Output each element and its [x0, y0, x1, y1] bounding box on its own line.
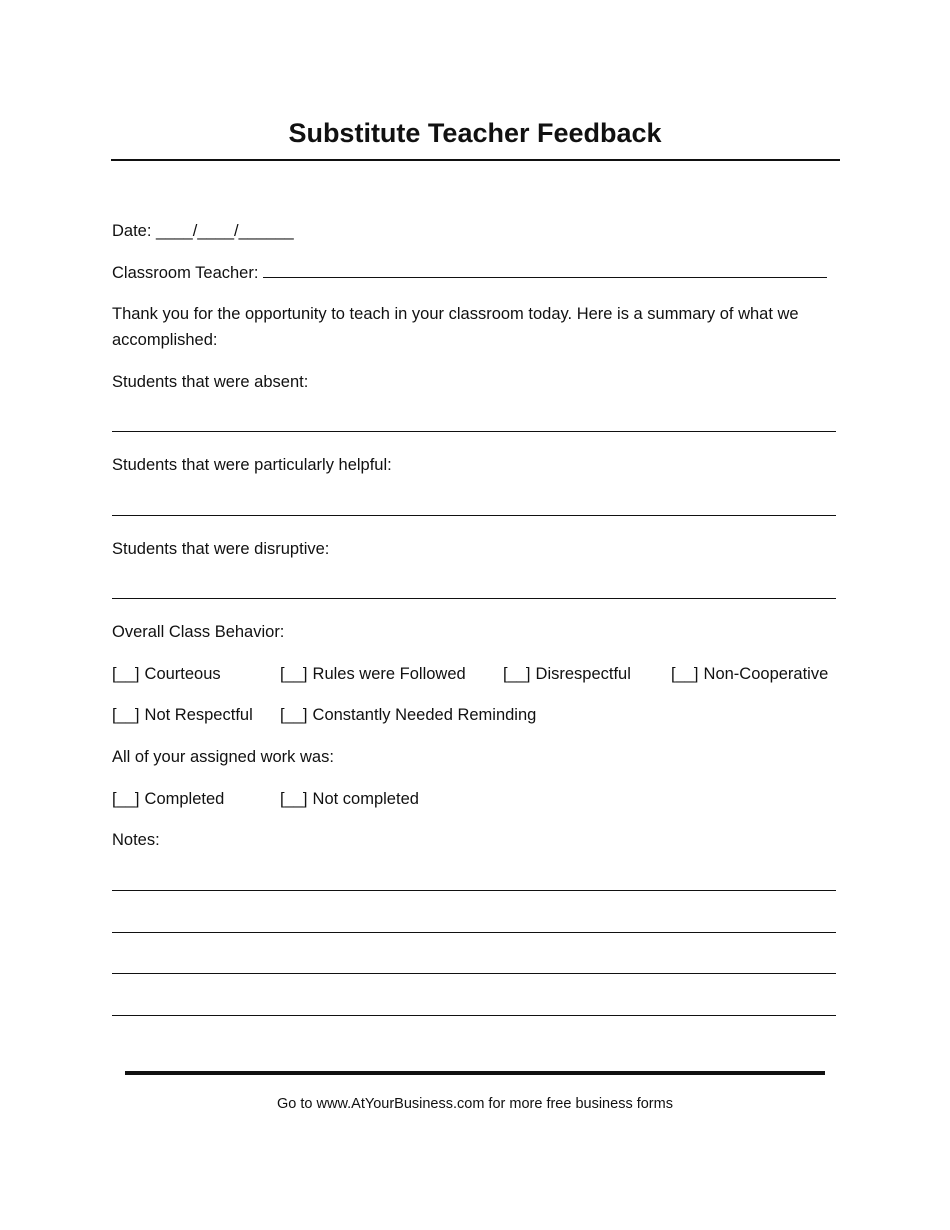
notes-label: Notes: [112, 831, 160, 849]
helpful-label: Students that were particularly helpful: [112, 456, 392, 474]
option-label: Rules were Followed [312, 665, 466, 683]
footer-divider [125, 1071, 825, 1075]
checkbox[interactable]: [__] [671, 665, 699, 683]
absent-label: Students that were absent: [112, 373, 309, 391]
behavior-option-courteous[interactable] [112, 661, 221, 687]
behavior-option-disrespectful[interactable] [503, 661, 631, 687]
behavior-option-rules-followed[interactable] [280, 661, 466, 687]
option-label: Disrespectful [535, 665, 631, 683]
work-label: All of your assigned work was: [112, 748, 334, 766]
work-option-not-completed[interactable] [280, 786, 419, 812]
disruptive-input-line[interactable] [112, 598, 836, 599]
option-label: Constantly Needed Reminding [312, 706, 537, 724]
checkbox[interactable]: [__] [503, 665, 531, 683]
option-label: Non-Cooperative [703, 665, 829, 683]
disruptive-label: Students that were disruptive: [112, 540, 330, 558]
behavior-label: Overall Class Behavior: [112, 623, 285, 641]
checkbox[interactable]: [__] [280, 665, 308, 683]
behavior-option-non-cooperative[interactable] [671, 661, 828, 687]
option-label: Not completed [312, 790, 419, 808]
date-row [112, 218, 294, 244]
option-label: Not Respectful [144, 706, 253, 724]
behavior-option-needed-reminding[interactable] [280, 702, 536, 728]
classroom-teacher-label: Classroom Teacher: [112, 264, 259, 282]
option-label: Completed [144, 790, 225, 808]
classroom-teacher-row [112, 260, 827, 286]
notes-input-line[interactable] [112, 1015, 836, 1016]
date-field[interactable]: ____/____/______ [156, 222, 294, 240]
absent-input-line[interactable] [112, 431, 836, 432]
date-label: Date: [112, 222, 152, 240]
classroom-teacher-field[interactable] [263, 263, 827, 278]
checkbox[interactable]: [__] [112, 706, 140, 724]
notes-input-line[interactable] [112, 932, 836, 933]
intro-paragraph: Thank you for the opportunity to teach in your classroom today. Here is a summary of what we accomplished: [112, 305, 799, 349]
option-label: Courteous [144, 665, 221, 683]
footer-text: Go to www.AtYourBusiness.com for more free business forms [277, 1096, 673, 1112]
checkbox[interactable]: [__] [112, 665, 140, 683]
checkbox[interactable]: [__] [112, 790, 140, 808]
checkbox[interactable]: [__] [280, 706, 308, 724]
notes-input-line[interactable] [112, 973, 836, 974]
work-option-completed[interactable] [112, 786, 224, 812]
title-divider [111, 159, 840, 161]
checkbox[interactable]: [__] [280, 790, 308, 808]
page-title: Substitute Teacher Feedback [288, 118, 662, 148]
helpful-input-line[interactable] [112, 515, 836, 516]
notes-input-line[interactable] [112, 890, 836, 891]
behavior-option-not-respectful[interactable] [112, 702, 253, 728]
